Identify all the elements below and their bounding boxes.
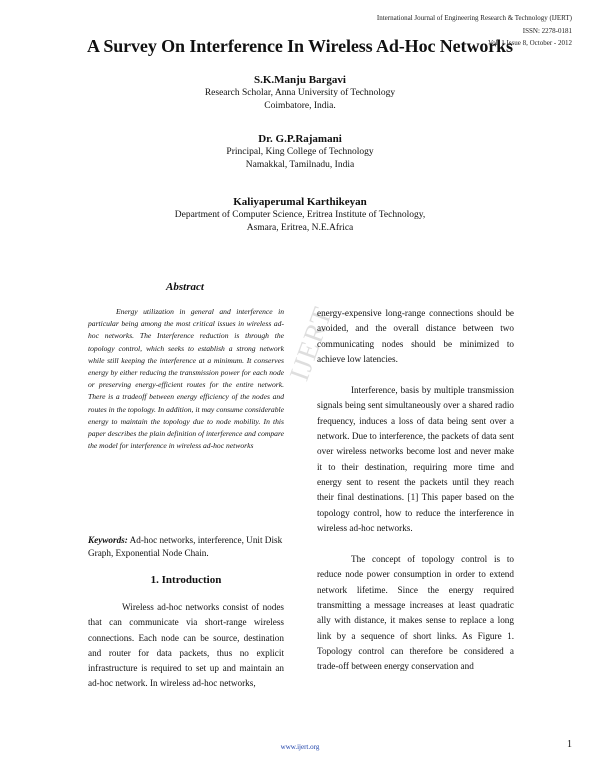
author-location: Namakkal, Tamilnadu, India	[245, 159, 355, 170]
author-2	[0, 132, 600, 171]
page-number: 1	[567, 739, 572, 750]
watermark: IJERT	[283, 302, 340, 386]
section-heading-introduction: 1. Introduction	[150, 574, 222, 586]
paper-title: A Survey On Interference In Wireless Ad-Hoc Networks	[87, 36, 513, 56]
author-name: Dr. G.P.Rajamani	[258, 133, 342, 145]
author-location: Asmara, Eritrea, N.E.Africa	[246, 222, 354, 233]
author-1	[0, 73, 600, 112]
keywords-label: Keywords:	[88, 535, 128, 545]
author-affiliation: Research Scholar, Anna University of Technology	[204, 88, 396, 98]
journal-volume: Vol. 1 Issue 8, October - 2012	[488, 39, 572, 47]
author-name: Kaliyaperumal Karthikeyan	[233, 196, 367, 208]
author-name: S.K.Manju Bargavi	[254, 74, 346, 86]
author-location: Coimbatore, India.	[264, 100, 336, 111]
author-affiliation: Department of Computer Science, Eritrea Institute of Technology,	[174, 210, 426, 220]
journal-name: International Journal of Engineering Research & Technology (IJERT)	[376, 14, 572, 22]
paragraph: energy-expensive long-range connections should be avoided, and the overall distance between two communicating nodes should be minimized to achieve low latencies.	[317, 308, 514, 364]
journal-issn: ISSN: 2278-0181	[522, 26, 572, 35]
right-column	[317, 306, 514, 675]
abstract-heading: Abstract	[166, 281, 204, 293]
keywords	[88, 534, 284, 560]
introduction-text: Wireless ad-hoc networks consist of nodes that can communicate via short-range wireless connections. Each node can be source, destination and router for data packets, thus no explicit infrastructure is required to set up and maintain an ad-hoc network. In wireless ad-hoc networks,	[88, 602, 284, 689]
abstract-text: Energy utilization in general and interference in particular being among the most critical issues in wireless ad-hoc networks. The Interference reduction is through the topology control, which seeks to establish a strong network while still keeping the interference at a minimum. It conserves energy by either reducing the transmission power for each node or preserving energy-efficient routes for the entire network. There is a tradeoff between energy efficiency of the nodes and routes in the topology. In addition, it may consume considerable energy to maintain the topology due to node mobility. In this paper describes the plain definition of interference and compare the model for interference in wireless ad-hoc networks	[88, 307, 284, 451]
author-affiliation: Principal, King College of Technology	[226, 147, 374, 157]
author-3	[0, 195, 600, 234]
paragraph: Interference, basis by multiple transmission signals being sent simultaneously over a shared radio frequency, induces a loss of data being sent over a network. Due to interference, the packets of data sent over wireless networks become lost and never make it to their destination, requiring more time and energy sent to resent the packets until they reach their final destinations. [1] This paper based on the topology control, how to reduce the interference in wireless ad-hoc networks.	[317, 385, 514, 533]
footer-url[interactable]: www.ijert.org	[280, 743, 320, 751]
paragraph: The concept of topology control is to reduce node power consumption in order to extend network lifetime. Since the energy required transmitting a message increases at least quadratic ally with distance, it makes sense to replace a long link by a sequence of short links. As Figure 1. Topology control can therefore be considered a trade-off between energy conservation and	[317, 554, 514, 672]
keywords-text: Ad-hoc networks, interference, Unit Disk Graph, Exponential Node Chain.	[88, 535, 283, 558]
